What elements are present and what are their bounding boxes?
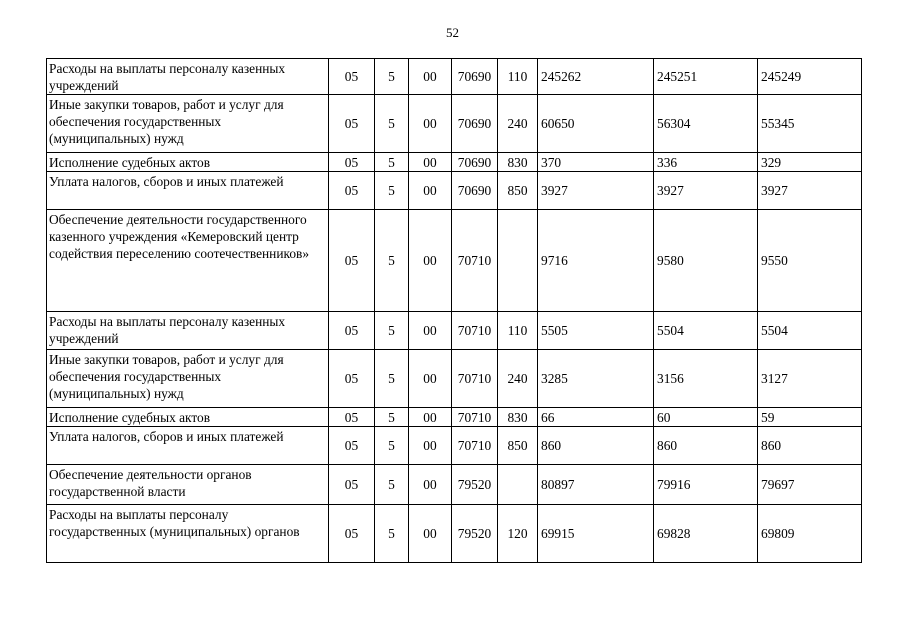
cell-program: 00 <box>409 350 452 408</box>
cell-expense-type: 110 <box>498 59 538 95</box>
cell-program: 00 <box>409 172 452 210</box>
row-name: Иные закупки товаров, работ и услуг для обеспечения государственных (муниципальных) нужд <box>47 95 329 153</box>
cell-value-2: 9580 <box>654 210 758 312</box>
cell-value-1: 66 <box>538 408 654 427</box>
cell-target: 70690 <box>452 95 498 153</box>
table-row <box>47 153 862 172</box>
cell-expense-type <box>498 465 538 505</box>
cell-value-2: 245251 <box>654 59 758 95</box>
cell-value-1: 860 <box>538 427 654 465</box>
cell-target: 70690 <box>452 153 498 172</box>
cell-value-2: 336 <box>654 153 758 172</box>
cell-program: 00 <box>409 427 452 465</box>
cell-target: 79520 <box>452 505 498 563</box>
row-name: Расходы на выплаты персоналу казенных учреждений <box>47 59 329 95</box>
cell-program: 00 <box>409 59 452 95</box>
row-name: Расходы на выплаты персоналу казенных учреждений <box>47 312 329 350</box>
cell-subsection: 5 <box>375 312 409 350</box>
cell-value-2: 860 <box>654 427 758 465</box>
cell-section: 05 <box>329 59 375 95</box>
cell-program: 00 <box>409 312 452 350</box>
row-name: Расходы на выплаты персоналу государственных (муниципальных) органов <box>47 505 329 563</box>
cell-expense-type: 240 <box>498 350 538 408</box>
cell-value-3: 3127 <box>758 350 862 408</box>
cell-section: 05 <box>329 350 375 408</box>
row-name: Уплата налогов, сборов и иных платежей <box>47 172 329 210</box>
cell-subsection: 5 <box>375 172 409 210</box>
table-row <box>47 505 862 563</box>
cell-value-2: 5504 <box>654 312 758 350</box>
cell-value-2: 79916 <box>654 465 758 505</box>
table-row <box>47 59 862 95</box>
cell-subsection: 5 <box>375 505 409 563</box>
row-name: Исполнение судебных актов <box>47 408 329 427</box>
cell-section: 05 <box>329 210 375 312</box>
cell-expense-type: 830 <box>498 153 538 172</box>
row-name: Обеспечение деятельности органов государственной власти <box>47 465 329 505</box>
cell-target: 70710 <box>452 312 498 350</box>
cell-program: 00 <box>409 210 452 312</box>
cell-target: 70690 <box>452 172 498 210</box>
cell-program: 00 <box>409 465 452 505</box>
cell-target: 70710 <box>452 408 498 427</box>
cell-section: 05 <box>329 312 375 350</box>
cell-section: 05 <box>329 505 375 563</box>
cell-value-3: 245249 <box>758 59 862 95</box>
cell-expense-type: 850 <box>498 172 538 210</box>
cell-target: 79520 <box>452 465 498 505</box>
cell-value-3: 9550 <box>758 210 862 312</box>
cell-value-3: 329 <box>758 153 862 172</box>
cell-value-1: 9716 <box>538 210 654 312</box>
cell-value-2: 56304 <box>654 95 758 153</box>
cell-subsection: 5 <box>375 153 409 172</box>
page-number: 52 <box>446 25 459 40</box>
cell-value-3: 3927 <box>758 172 862 210</box>
cell-program: 00 <box>409 153 452 172</box>
row-name: Уплата налогов, сборов и иных платежей <box>47 427 329 465</box>
cell-value-1: 60650 <box>538 95 654 153</box>
cell-subsection: 5 <box>375 210 409 312</box>
cell-subsection: 5 <box>375 465 409 505</box>
cell-program: 00 <box>409 95 452 153</box>
table-row <box>47 427 862 465</box>
cell-subsection: 5 <box>375 59 409 95</box>
cell-value-1: 3285 <box>538 350 654 408</box>
cell-expense-type: 850 <box>498 427 538 465</box>
table-row <box>47 95 862 153</box>
cell-program: 00 <box>409 408 452 427</box>
cell-value-1: 69915 <box>538 505 654 563</box>
cell-expense-type <box>498 210 538 312</box>
table-row <box>47 210 862 312</box>
row-name: Обеспечение деятельности государственного казенного учреждения «Кемеровский центр содействия переселению соотечественников» <box>47 210 329 312</box>
table-row <box>47 465 862 505</box>
cell-expense-type: 120 <box>498 505 538 563</box>
cell-section: 05 <box>329 408 375 427</box>
cell-subsection: 5 <box>375 95 409 153</box>
cell-value-2: 3927 <box>654 172 758 210</box>
table-row <box>47 172 862 210</box>
cell-value-3: 79697 <box>758 465 862 505</box>
cell-value-1: 5505 <box>538 312 654 350</box>
cell-value-3: 55345 <box>758 95 862 153</box>
cell-value-3: 5504 <box>758 312 862 350</box>
cell-subsection: 5 <box>375 427 409 465</box>
cell-target: 70710 <box>452 427 498 465</box>
cell-value-1: 245262 <box>538 59 654 95</box>
cell-expense-type: 110 <box>498 312 538 350</box>
cell-value-1: 370 <box>538 153 654 172</box>
cell-value-1: 3927 <box>538 172 654 210</box>
table-row <box>47 312 862 350</box>
cell-expense-type: 240 <box>498 95 538 153</box>
cell-program: 00 <box>409 505 452 563</box>
cell-expense-type: 830 <box>498 408 538 427</box>
cell-subsection: 5 <box>375 350 409 408</box>
cell-target: 70710 <box>452 350 498 408</box>
cell-section: 05 <box>329 465 375 505</box>
cell-section: 05 <box>329 95 375 153</box>
cell-section: 05 <box>329 427 375 465</box>
cell-value-2: 60 <box>654 408 758 427</box>
cell-target: 70690 <box>452 59 498 95</box>
cell-target: 70710 <box>452 210 498 312</box>
cell-value-1: 80897 <box>538 465 654 505</box>
row-name: Исполнение судебных актов <box>47 153 329 172</box>
row-name: Иные закупки товаров, работ и услуг для обеспечения государственных (муниципальных) нужд <box>47 350 329 408</box>
table-row <box>47 350 862 408</box>
cell-value-2: 69828 <box>654 505 758 563</box>
cell-section: 05 <box>329 172 375 210</box>
cell-value-3: 69809 <box>758 505 862 563</box>
cell-subsection: 5 <box>375 408 409 427</box>
cell-section: 05 <box>329 153 375 172</box>
cell-value-3: 59 <box>758 408 862 427</box>
cell-value-2: 3156 <box>654 350 758 408</box>
cell-value-3: 860 <box>758 427 862 465</box>
budget-table <box>46 58 862 563</box>
table-row <box>47 408 862 427</box>
